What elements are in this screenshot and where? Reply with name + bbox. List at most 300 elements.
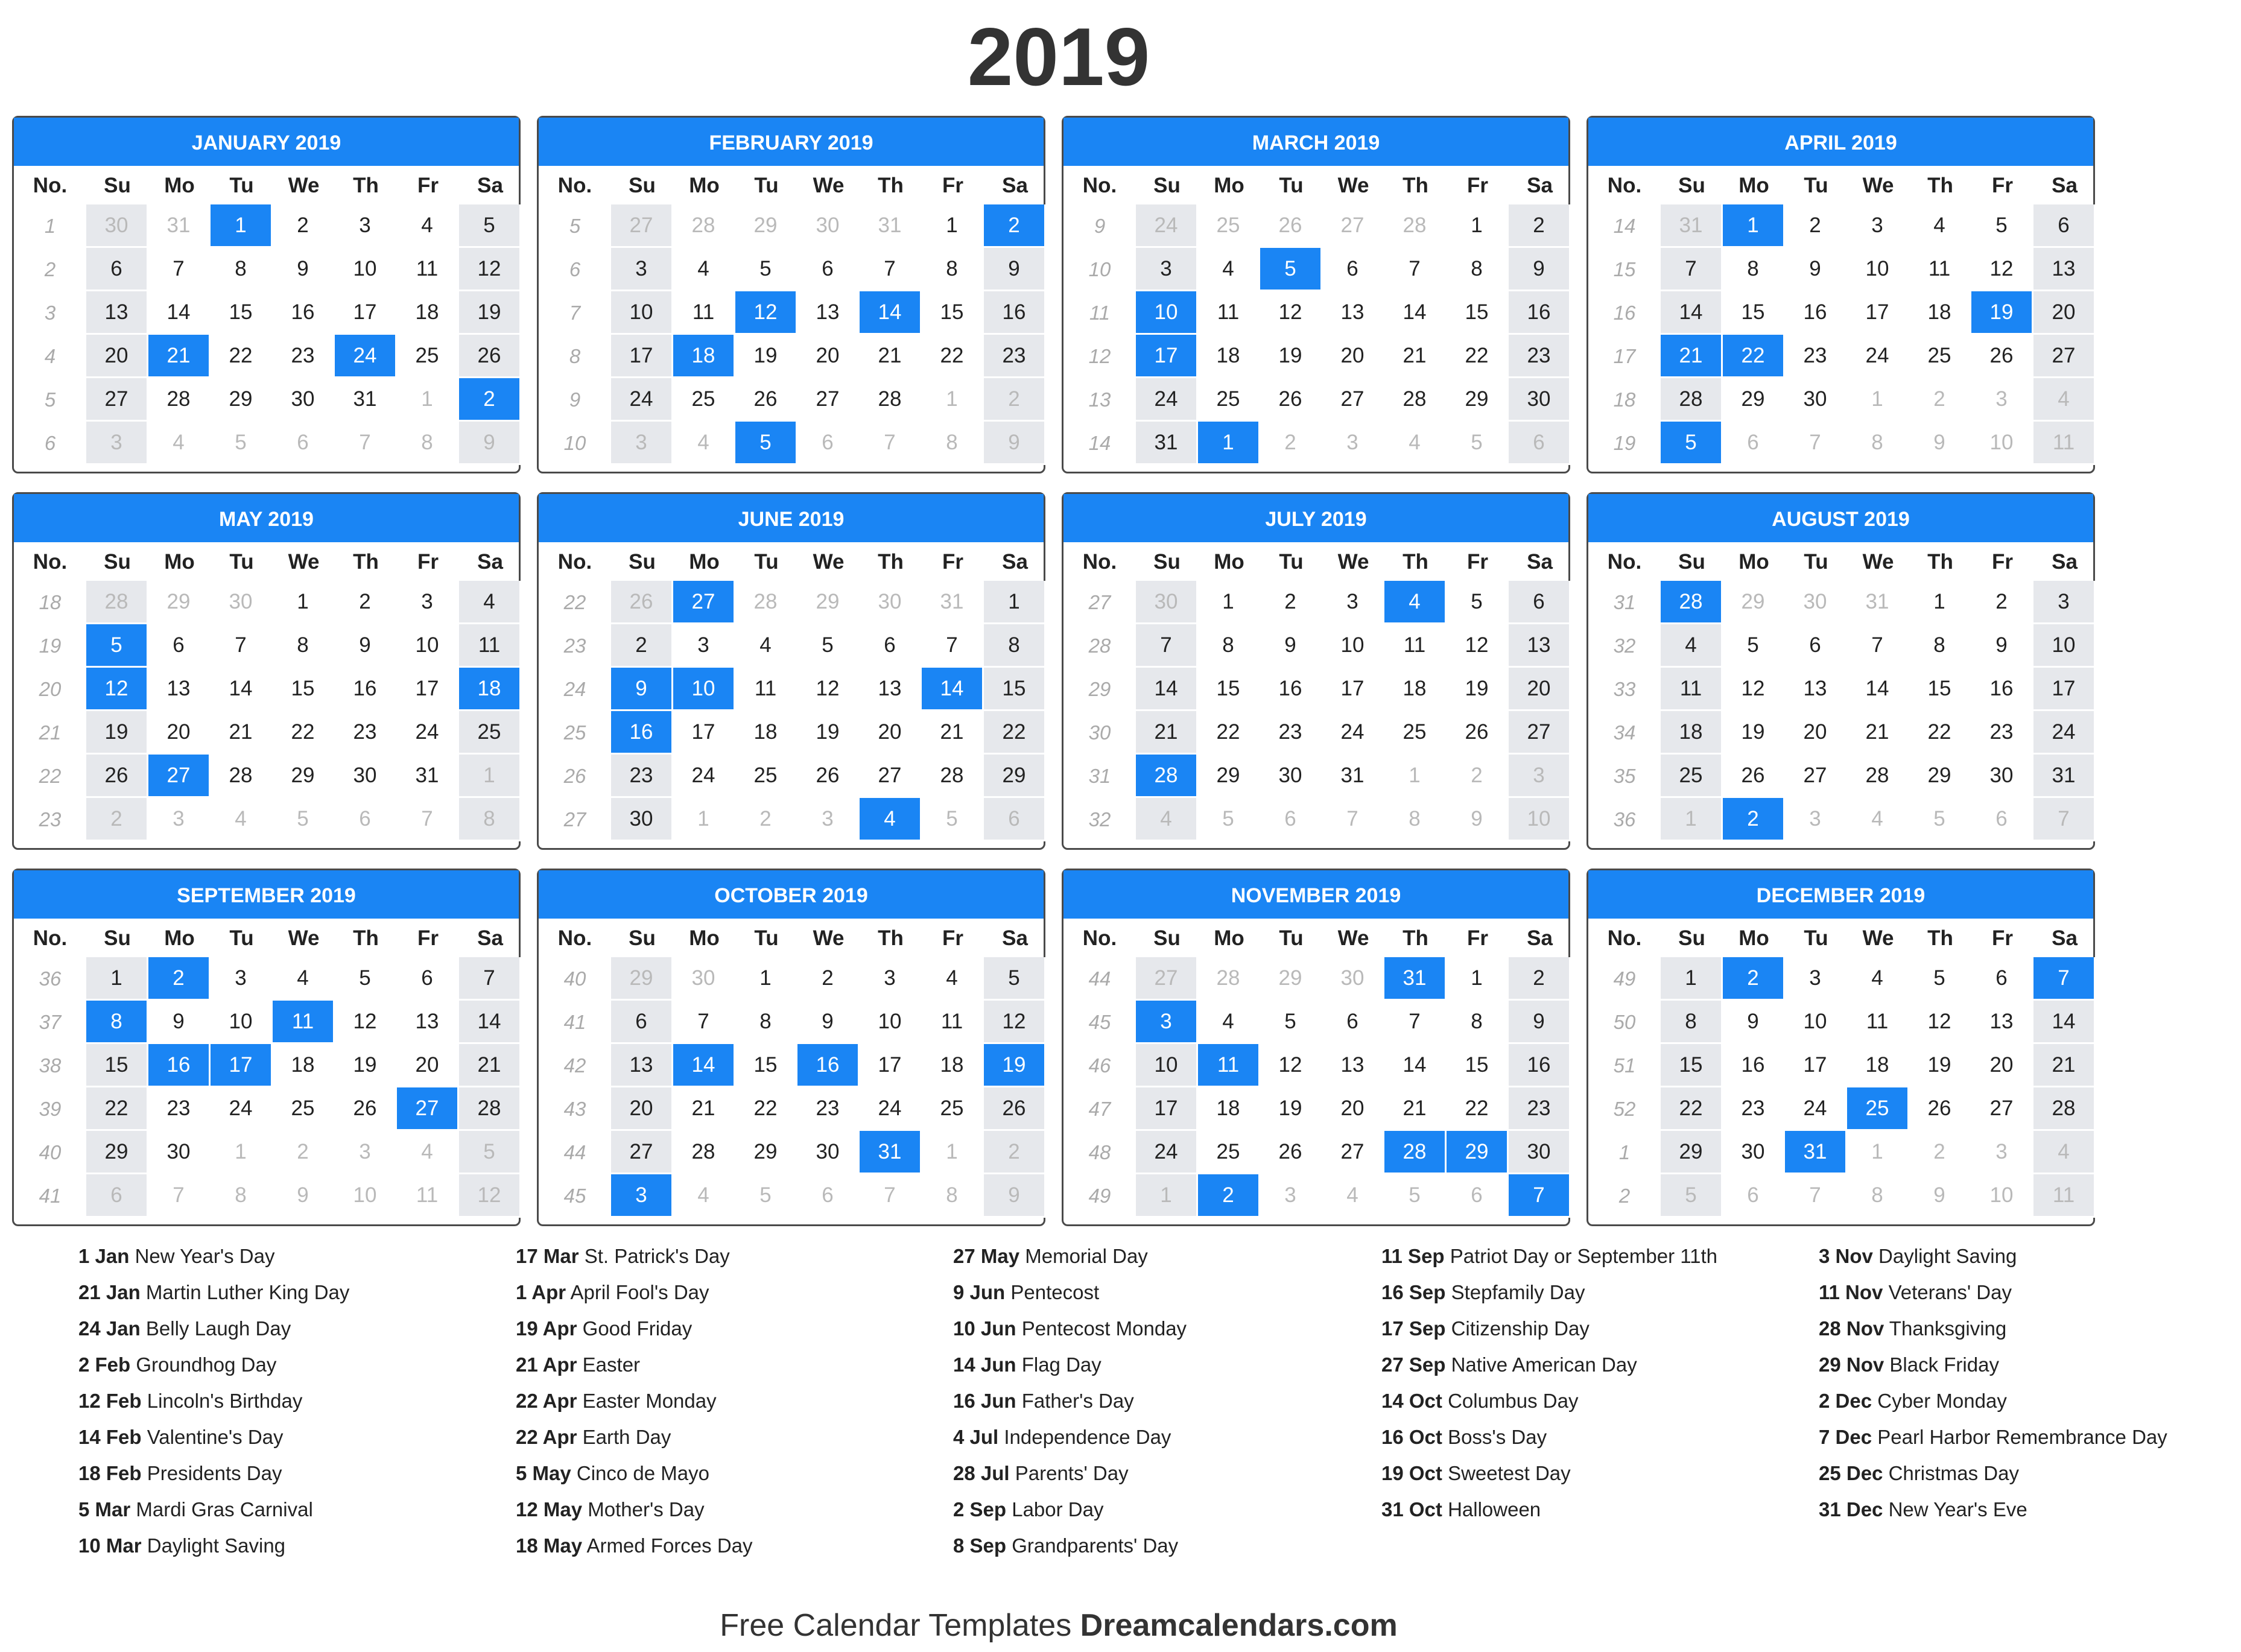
holiday-day-cell: 1 <box>1723 204 1785 248</box>
weekday-header: Tu <box>229 174 254 197</box>
day-cell: 24 <box>1136 204 1198 248</box>
week-number: 41 <box>39 1185 62 1207</box>
day-cell: 23 <box>1260 711 1322 755</box>
day-cell: 24 <box>1785 1087 1847 1131</box>
holiday-item <box>1819 1279 2241 1306</box>
day-cell: 24 <box>1136 1131 1198 1174</box>
day-cell: 26 <box>797 755 860 798</box>
day-cell: 5 <box>797 624 860 668</box>
weekday-header: Fr <box>417 926 439 950</box>
holiday-item <box>78 1279 501 1306</box>
week-number: 33 <box>1613 678 1636 700</box>
day-cell: 10 <box>1971 422 2033 465</box>
day-cell: 2 <box>1909 378 1971 422</box>
holiday-date: 8 Sep <box>953 1534 1007 1557</box>
day-cell: 29 <box>984 755 1046 798</box>
holiday-name: Mother's Day <box>588 1498 705 1521</box>
holiday-day-cell: 10 <box>673 668 735 711</box>
week-row <box>1063 755 1568 798</box>
day-cell: 18 <box>922 1044 984 1087</box>
weekday-header-row <box>14 542 519 581</box>
day-cell: 28 <box>1661 378 1723 422</box>
day-cell: 2 <box>797 957 860 1001</box>
day-cell: 15 <box>1661 1044 1723 1087</box>
day-cell: 28 <box>459 1087 521 1131</box>
holiday-date: 19 Apr <box>516 1317 577 1340</box>
week-row <box>1063 581 1568 624</box>
week-number: 6 <box>569 258 581 280</box>
month-calendar <box>537 492 1045 850</box>
footer-text: Free Calendar Templates <box>720 1608 1072 1643</box>
day-cell: 21 <box>2033 1044 2096 1087</box>
holiday-name: Pentecost <box>1010 1281 1100 1303</box>
holiday-item <box>1819 1460 2241 1487</box>
holiday-name: Flag Day <box>1021 1353 1101 1376</box>
day-cell: 3 <box>335 1131 397 1174</box>
day-cell: 12 <box>1909 1001 1971 1044</box>
day-cell: 27 <box>1136 957 1198 1001</box>
day-cell: 30 <box>1136 581 1198 624</box>
week-number: 49 <box>1088 1185 1111 1207</box>
day-cell: 9 <box>273 248 335 291</box>
day-cell: 23 <box>1509 335 1571 378</box>
day-cell: 9 <box>1909 422 1971 465</box>
holiday-day-cell: 10 <box>1136 291 1198 335</box>
weekday-header: We <box>1862 926 1894 950</box>
day-cell: 3 <box>148 798 211 841</box>
day-cell: 8 <box>211 248 273 291</box>
day-cell: 17 <box>1322 668 1384 711</box>
week-row <box>1063 1174 1568 1218</box>
holiday-name: Labor Day <box>1012 1498 1104 1521</box>
holiday-date: 27 Sep <box>1381 1353 1446 1376</box>
week-number: 22 <box>39 765 62 787</box>
holiday-date: 10 Mar <box>78 1534 142 1557</box>
day-cell: 1 <box>922 204 984 248</box>
day-cell: 1 <box>735 957 797 1001</box>
day-cell: 12 <box>1260 291 1322 335</box>
week-number-header: No. <box>1082 550 1117 574</box>
day-cell: 31 <box>1322 755 1384 798</box>
week-number: 50 <box>1613 1011 1636 1033</box>
holiday-day-cell: 16 <box>797 1044 860 1087</box>
holiday-date: 17 Mar <box>516 1245 579 1267</box>
day-cell: 3 <box>1322 422 1384 465</box>
day-cell: 26 <box>1723 755 1785 798</box>
day-cell: 22 <box>735 1087 797 1131</box>
holiday-day-cell: 21 <box>1661 335 1723 378</box>
day-cell: 26 <box>86 755 148 798</box>
weekday-header: Su <box>1153 926 1181 950</box>
month-calendar <box>1586 116 2095 473</box>
holiday-day-cell: 2 <box>459 378 521 422</box>
weekday-header: Sa <box>2052 926 2078 950</box>
day-cell: 11 <box>397 248 459 291</box>
day-cell: 10 <box>1971 1174 2033 1218</box>
week-number: 23 <box>39 808 62 831</box>
weekday-header: We <box>288 926 320 950</box>
week-row <box>1063 1131 1568 1174</box>
week-number: 21 <box>39 721 62 744</box>
holiday-name: Daylight Saving <box>147 1534 286 1557</box>
day-cell: 30 <box>1322 957 1384 1001</box>
holiday-column <box>953 1242 1375 1568</box>
day-cell: 11 <box>1909 248 1971 291</box>
day-cell: 31 <box>860 204 922 248</box>
day-cell: 10 <box>335 1174 397 1218</box>
holiday-day-cell: 27 <box>148 755 211 798</box>
week-number: 3 <box>44 302 56 324</box>
holiday-name: New Year's Eve <box>1888 1498 2027 1521</box>
week-number: 34 <box>1613 721 1636 744</box>
day-cell: 21 <box>1847 711 1909 755</box>
day-cell: 7 <box>148 1174 211 1218</box>
day-cell: 7 <box>2033 798 2096 841</box>
holiday-day-cell: 5 <box>86 624 148 668</box>
weekday-header: Sa <box>477 550 503 574</box>
day-cell: 19 <box>1447 668 1509 711</box>
month-title: JULY 2019 <box>1063 494 1568 542</box>
day-cell: 18 <box>273 1044 335 1087</box>
day-cell: 27 <box>1785 755 1847 798</box>
day-cell: 19 <box>1909 1044 1971 1087</box>
holiday-name: Christmas Day <box>1888 1462 2019 1484</box>
holiday-name: Mardi Gras Carnival <box>136 1498 313 1521</box>
week-row <box>539 335 1044 378</box>
day-cell: 16 <box>1723 1044 1785 1087</box>
weekday-header-row <box>1588 919 2093 957</box>
holiday-day-cell: 31 <box>1785 1131 1847 1174</box>
day-cell: 21 <box>1384 335 1447 378</box>
holiday-date: 4 Jul <box>953 1426 999 1448</box>
day-cell: 14 <box>1384 1044 1447 1087</box>
day-cell: 27 <box>1322 204 1384 248</box>
week-number: 23 <box>563 635 586 657</box>
day-cell: 16 <box>984 291 1046 335</box>
holiday-date: 9 Jun <box>953 1281 1006 1303</box>
holiday-name: Easter Monday <box>582 1390 717 1412</box>
week-row <box>1588 378 2093 422</box>
holiday-name: Columbus Day <box>1448 1390 1579 1412</box>
week-row <box>1588 422 2093 465</box>
day-cell: 10 <box>1785 1001 1847 1044</box>
day-cell: 22 <box>984 711 1046 755</box>
day-cell: 12 <box>1447 624 1509 668</box>
holiday-date: 16 Oct <box>1381 1426 1442 1448</box>
weekday-header: Mo <box>164 174 195 197</box>
day-cell: 16 <box>335 668 397 711</box>
holiday-day-cell: 9 <box>611 668 673 711</box>
day-cell: 6 <box>1723 1174 1785 1218</box>
weekday-header: Mo <box>1214 174 1244 197</box>
holiday-item <box>1819 1315 2241 1342</box>
day-cell: 6 <box>273 422 335 465</box>
weekday-header: Sa <box>2052 174 2078 197</box>
day-cell: 21 <box>1136 711 1198 755</box>
day-cell: 19 <box>86 711 148 755</box>
week-row <box>539 798 1044 841</box>
day-cell: 4 <box>1384 422 1447 465</box>
day-cell: 1 <box>273 581 335 624</box>
holiday-item <box>516 1460 938 1487</box>
week-row <box>1063 378 1568 422</box>
day-cell: 31 <box>922 581 984 624</box>
holiday-date: 1 Jan <box>78 1245 130 1267</box>
week-number: 17 <box>1613 345 1636 367</box>
week-number: 18 <box>1613 388 1636 411</box>
day-cell: 18 <box>1847 1044 1909 1087</box>
holiday-item <box>78 1496 501 1523</box>
day-cell: 21 <box>673 1087 735 1131</box>
day-cell: 23 <box>148 1087 211 1131</box>
day-cell: 11 <box>1198 291 1260 335</box>
week-row <box>539 957 1044 1001</box>
week-number-header: No. <box>1607 550 1642 574</box>
holiday-date: 14 Feb <box>78 1426 142 1448</box>
week-number: 1 <box>1618 1141 1631 1163</box>
holiday-day-cell: 27 <box>673 581 735 624</box>
week-row <box>14 624 519 668</box>
week-row <box>14 422 519 465</box>
day-cell: 8 <box>735 1001 797 1044</box>
day-cell: 29 <box>797 581 860 624</box>
weekday-header: Mo <box>1739 174 1769 197</box>
holiday-name: Daylight Saving <box>1878 1245 2017 1267</box>
footer <box>0 1601 2117 1650</box>
month-calendar <box>1586 492 2095 850</box>
day-cell: 20 <box>860 711 922 755</box>
day-cell: 13 <box>1509 624 1571 668</box>
weekday-header: Th <box>1403 926 1428 950</box>
week-number: 15 <box>1613 258 1636 280</box>
day-cell: 24 <box>1322 711 1384 755</box>
day-cell: 4 <box>922 957 984 1001</box>
day-cell: 2 <box>984 378 1046 422</box>
day-cell: 17 <box>1847 291 1909 335</box>
holiday-date: 11 Sep <box>1381 1245 1445 1267</box>
holiday-day-cell: 28 <box>1384 1131 1447 1174</box>
day-cell: 26 <box>1909 1087 1971 1131</box>
day-cell: 7 <box>1322 798 1384 841</box>
holiday-date: 14 Oct <box>1381 1390 1442 1412</box>
week-row <box>539 1001 1044 1044</box>
holiday-day-cell: 3 <box>611 1174 673 1218</box>
day-cell: 19 <box>1260 335 1322 378</box>
weekday-header: Mo <box>689 174 720 197</box>
day-cell: 11 <box>922 1001 984 1044</box>
month-calendar <box>537 869 1045 1226</box>
week-number: 4 <box>44 345 56 367</box>
weekday-header: Sa <box>1002 550 1028 574</box>
day-cell: 3 <box>2033 581 2096 624</box>
day-cell: 13 <box>1322 291 1384 335</box>
day-cell: 4 <box>273 957 335 1001</box>
weekday-header: Tu <box>754 550 779 574</box>
holiday-date: 7 Dec <box>1819 1426 1872 1448</box>
holiday-name: New Year's Day <box>135 1245 275 1267</box>
week-row <box>1063 335 1568 378</box>
day-cell: 9 <box>1509 248 1571 291</box>
week-row <box>1588 291 2093 335</box>
day-cell: 2 <box>1447 755 1509 798</box>
week-number: 40 <box>563 967 586 990</box>
holiday-day-cell: 22 <box>1723 335 1785 378</box>
day-cell: 25 <box>1909 335 1971 378</box>
holiday-date: 31 Dec <box>1819 1498 1883 1521</box>
week-number: 32 <box>1088 808 1111 831</box>
day-cell: 2 <box>273 1131 335 1174</box>
day-cell: 28 <box>211 755 273 798</box>
holiday-item <box>78 1532 501 1559</box>
holiday-item <box>1381 1315 1804 1342</box>
holiday-day-cell: 19 <box>984 1044 1046 1087</box>
holiday-name: Parents' Day <box>1015 1462 1129 1484</box>
day-cell: 1 <box>86 957 148 1001</box>
day-cell: 23 <box>1509 1087 1571 1131</box>
week-number: 10 <box>1088 258 1111 280</box>
day-cell: 11 <box>1384 624 1447 668</box>
week-row <box>1588 1044 2093 1087</box>
holiday-item <box>516 1387 938 1414</box>
week-number: 9 <box>569 388 581 411</box>
weekday-header: Su <box>1153 174 1181 197</box>
day-cell: 20 <box>2033 291 2096 335</box>
weekday-header: We <box>813 174 845 197</box>
day-cell: 9 <box>459 422 521 465</box>
week-number: 25 <box>563 721 586 744</box>
week-row <box>1588 581 2093 624</box>
day-cell: 29 <box>1447 378 1509 422</box>
day-cell: 23 <box>1971 711 2033 755</box>
day-cell: 20 <box>611 1087 673 1131</box>
month-title: MAY 2019 <box>14 494 519 542</box>
weekday-header: Fr <box>1992 926 2013 950</box>
day-cell: 6 <box>797 422 860 465</box>
day-cell: 26 <box>1260 204 1322 248</box>
holiday-date: 22 Apr <box>516 1426 577 1448</box>
weekday-header: Su <box>1678 550 1705 574</box>
day-cell: 13 <box>611 1044 673 1087</box>
day-cell: 14 <box>148 291 211 335</box>
week-row <box>1063 248 1568 291</box>
holiday-item <box>516 1496 938 1523</box>
week-row <box>1063 668 1568 711</box>
weekday-header: Sa <box>1002 926 1028 950</box>
week-row <box>1588 798 2093 841</box>
day-cell: 7 <box>148 248 211 291</box>
holiday-name: Boss's Day <box>1448 1426 1547 1448</box>
holiday-item <box>953 1242 1375 1270</box>
day-cell: 12 <box>1971 248 2033 291</box>
holiday-date: 1 Apr <box>516 1281 566 1303</box>
day-cell: 25 <box>397 335 459 378</box>
holiday-date: 28 Jul <box>953 1462 1010 1484</box>
weekday-header: Su <box>104 550 131 574</box>
day-cell: 24 <box>1847 335 1909 378</box>
day-cell: 9 <box>1260 624 1322 668</box>
day-cell: 16 <box>1509 1044 1571 1087</box>
day-cell: 15 <box>211 291 273 335</box>
day-cell: 6 <box>797 1174 860 1218</box>
month-title: AUGUST 2019 <box>1588 494 2093 542</box>
day-cell: 6 <box>335 798 397 841</box>
holiday-date: 19 Oct <box>1381 1462 1442 1484</box>
holiday-name: Stepfamily Day <box>1451 1281 1585 1303</box>
day-cell: 3 <box>1260 1174 1322 1218</box>
day-cell: 9 <box>984 248 1046 291</box>
day-cell: 17 <box>860 1044 922 1087</box>
day-cell: 18 <box>397 291 459 335</box>
week-number: 5 <box>569 215 581 237</box>
day-cell: 14 <box>1136 668 1198 711</box>
day-cell: 16 <box>1509 291 1571 335</box>
week-row <box>1588 668 2093 711</box>
holiday-name: Cinco de Mayo <box>576 1462 709 1484</box>
week-number: 30 <box>1088 721 1111 744</box>
holiday-day-cell: 4 <box>1384 581 1447 624</box>
holiday-day-cell: 31 <box>1384 957 1447 1001</box>
day-cell: 7 <box>860 248 922 291</box>
week-number: 39 <box>39 1098 62 1120</box>
day-cell: 6 <box>1509 581 1571 624</box>
day-cell: 6 <box>397 957 459 1001</box>
week-row <box>539 204 1044 248</box>
month-title: JANUARY 2019 <box>14 118 519 166</box>
holiday-day-cell: 1 <box>211 204 273 248</box>
day-cell: 22 <box>1909 711 1971 755</box>
month-calendar <box>1586 869 2095 1226</box>
holiday-day-cell: 17 <box>211 1044 273 1087</box>
day-cell: 6 <box>1322 248 1384 291</box>
holiday-name: Citizenship Day <box>1451 1317 1590 1340</box>
weekday-header: Sa <box>1527 550 1553 574</box>
weekday-header: Su <box>104 174 131 197</box>
day-cell: 6 <box>1447 1174 1509 1218</box>
day-cell: 7 <box>1661 248 1723 291</box>
month-title: SEPTEMBER 2019 <box>14 870 519 919</box>
day-cell: 11 <box>1661 668 1723 711</box>
week-number: 14 <box>1088 432 1111 454</box>
day-cell: 7 <box>459 957 521 1001</box>
week-row <box>14 1174 519 1218</box>
day-cell: 9 <box>984 422 1046 465</box>
month-title: DECEMBER 2019 <box>1588 870 2093 919</box>
day-cell: 28 <box>673 1131 735 1174</box>
week-row <box>539 378 1044 422</box>
day-cell: 26 <box>984 1087 1046 1131</box>
holiday-name: Halloween <box>1448 1498 1541 1521</box>
footer-site-link[interactable]: Dreamcalendars.com <box>1080 1608 1398 1643</box>
week-row <box>14 755 519 798</box>
holiday-day-cell: 8 <box>86 1001 148 1044</box>
day-cell: 8 <box>922 248 984 291</box>
holiday-day-cell: 27 <box>397 1087 459 1131</box>
day-cell: 31 <box>335 378 397 422</box>
week-number: 26 <box>563 765 586 787</box>
weekday-header: Mo <box>1214 550 1244 574</box>
day-cell: 18 <box>1198 1087 1260 1131</box>
week-number: 28 <box>1088 635 1111 657</box>
day-cell: 5 <box>211 422 273 465</box>
day-cell: 4 <box>673 1174 735 1218</box>
day-cell: 7 <box>1785 1174 1847 1218</box>
day-cell: 29 <box>611 957 673 1001</box>
day-cell: 12 <box>984 1001 1046 1044</box>
day-cell: 12 <box>459 1174 521 1218</box>
day-cell: 22 <box>86 1087 148 1131</box>
month-calendar <box>12 116 521 473</box>
day-cell: 19 <box>797 711 860 755</box>
